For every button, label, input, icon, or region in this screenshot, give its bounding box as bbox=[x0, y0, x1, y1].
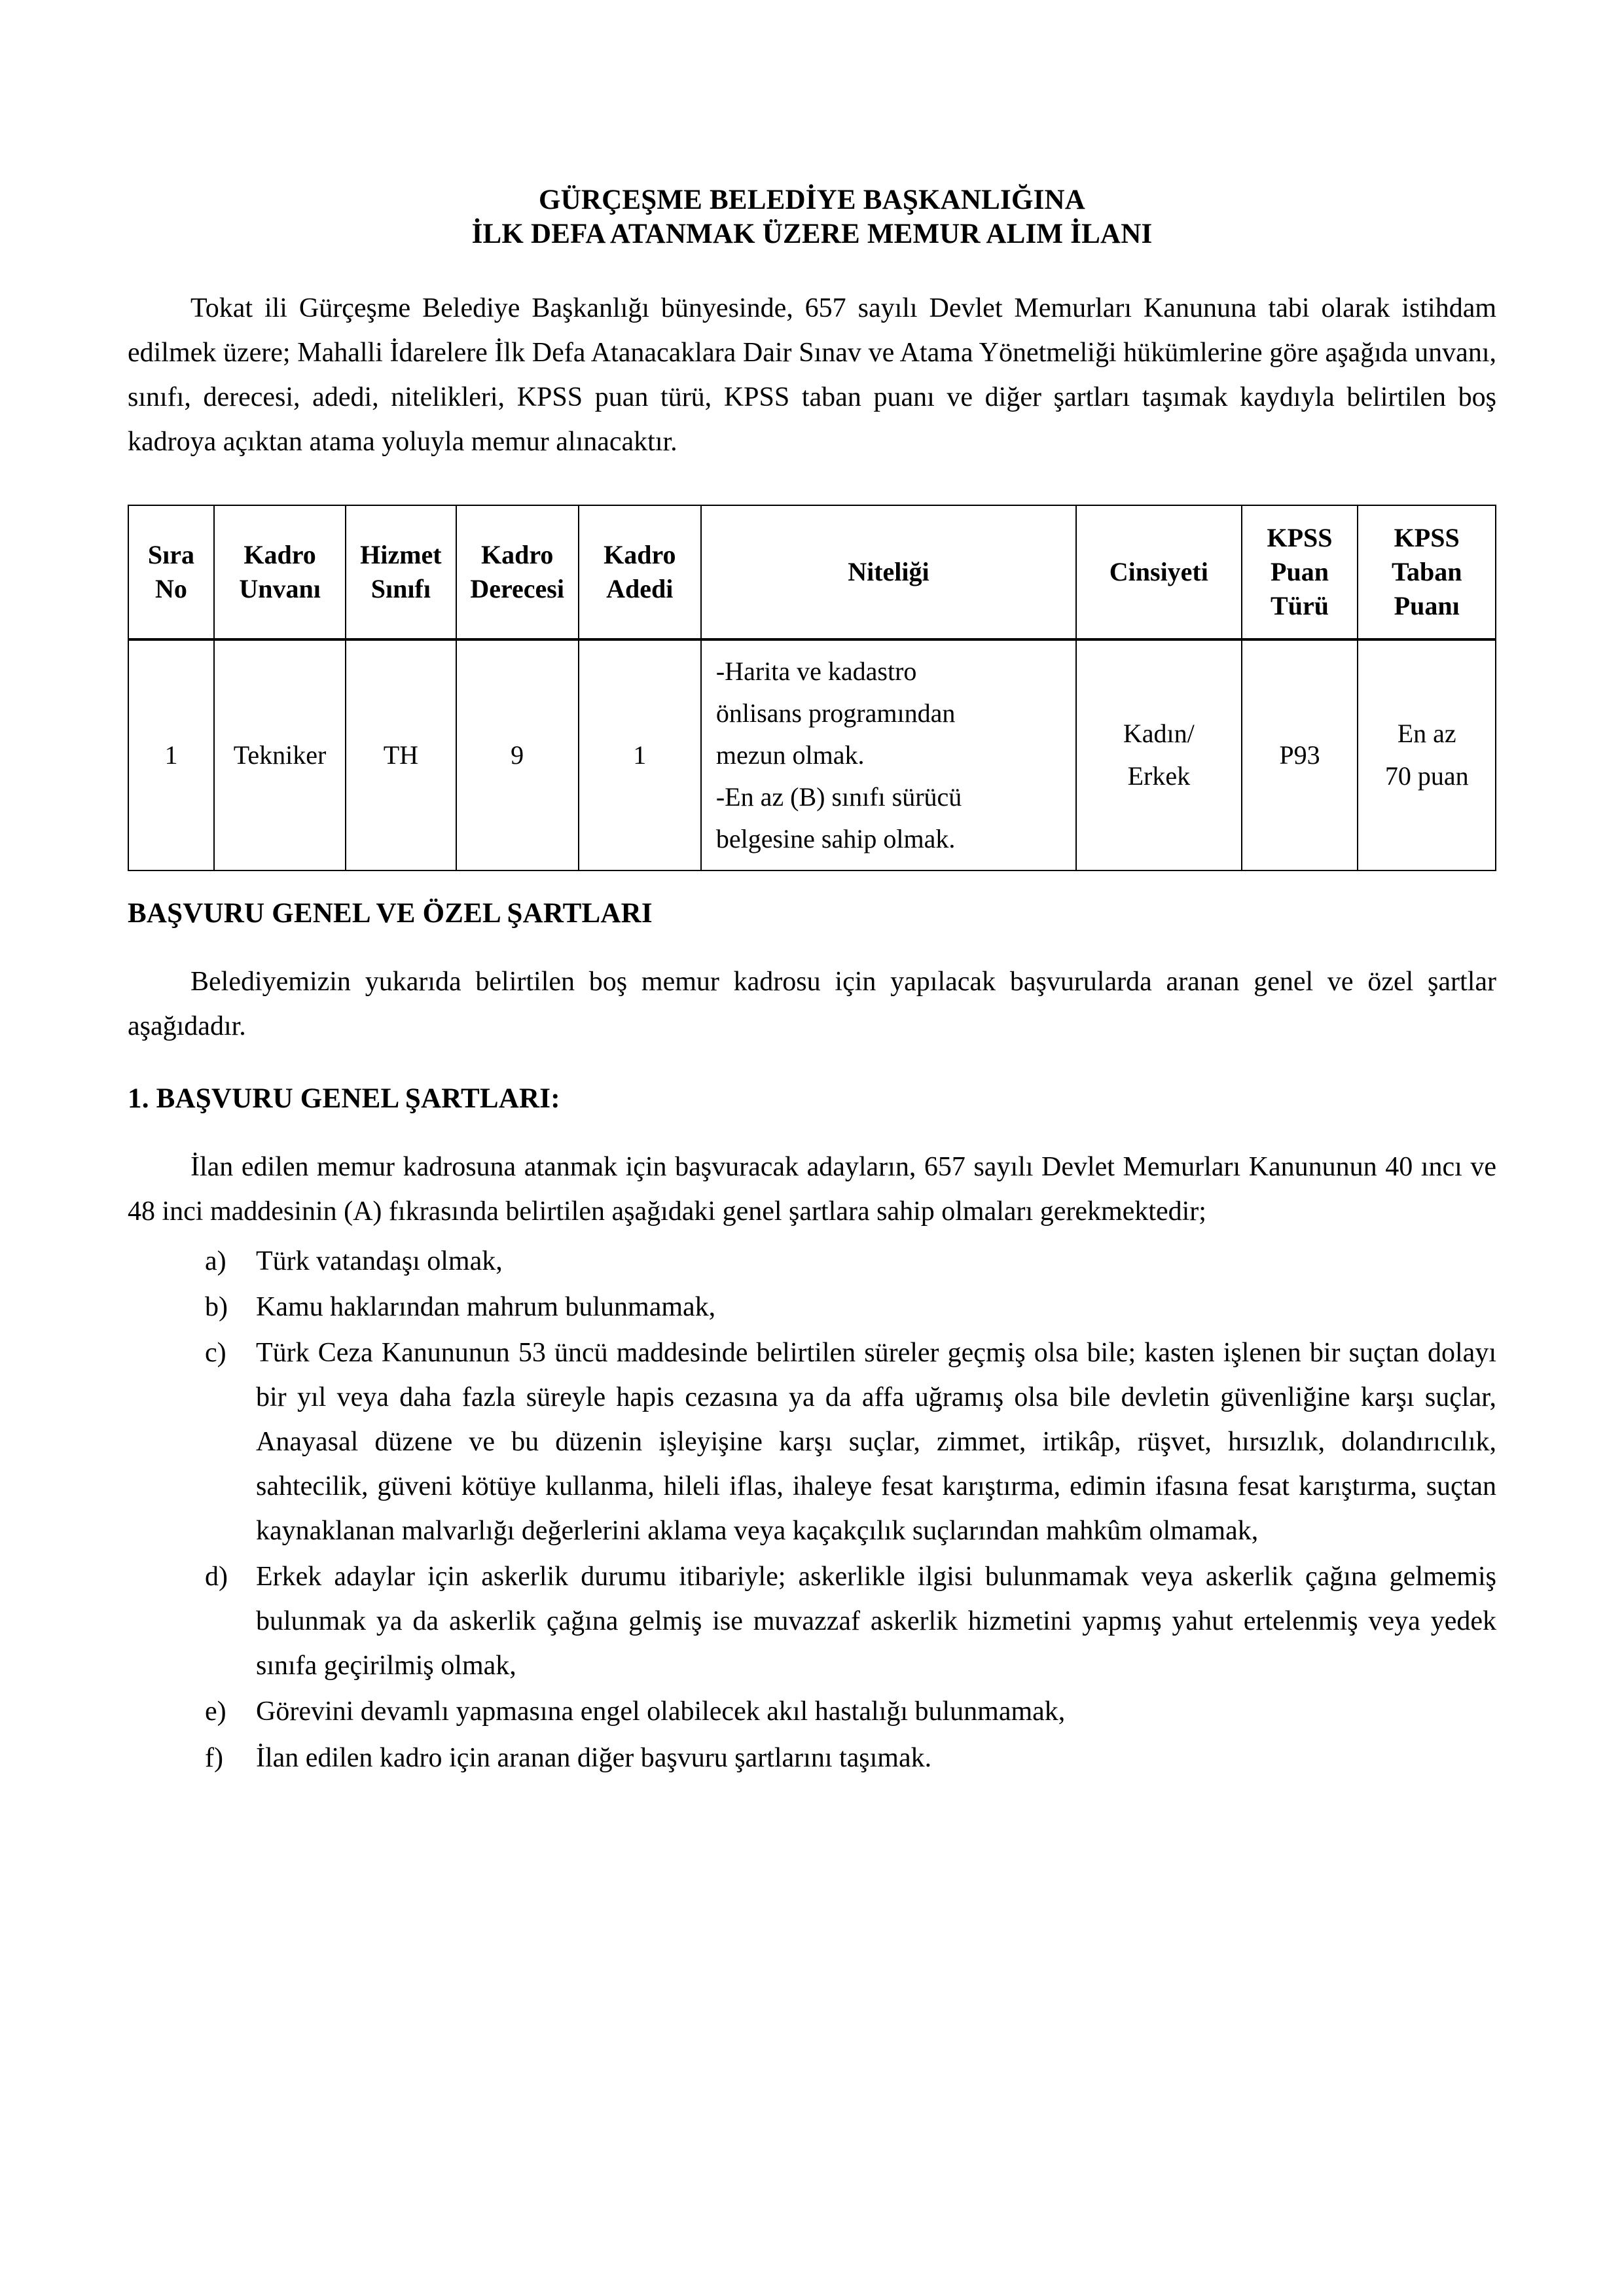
list-item-marker: d) bbox=[205, 1562, 228, 1592]
cell-niteligi-line3: mezun olmak. bbox=[715, 740, 865, 770]
cell-cinsiyeti-line1: Kadın/ bbox=[1123, 719, 1195, 749]
col-header-hizmet-sinifi-line1: Hizmet bbox=[360, 540, 442, 570]
table-header-row bbox=[128, 505, 1496, 639]
paragraph-ilan-edilen: İlan edilen memur kadrosuna atanmak için başvuracak adayların, 657 sayılı Devlet Memurları Kanununun 40 ıncı ve 48 inci maddesinin (A) fıkrasında belirtilen aşağıdaki genel şartlara sahip olmaları gerekmektedir; bbox=[128, 1152, 1496, 1227]
col-header-cinsiyeti-line1: Cinsiyeti bbox=[1109, 557, 1208, 587]
col-header-kadro-unvani-line1: Kadro bbox=[244, 540, 316, 570]
cell-kadro-adedi: 1 bbox=[579, 639, 701, 870]
table-row bbox=[128, 639, 1496, 870]
col-header-kpss-puan-turu-line2: Puan bbox=[1271, 557, 1329, 587]
list-item bbox=[205, 1331, 1496, 1553]
list-item-marker: a) bbox=[205, 1246, 226, 1277]
cell-kpss-taban-line1: En az bbox=[1397, 719, 1456, 749]
cell-niteligi-line1: -Harita ve kadastro bbox=[715, 656, 917, 687]
col-header-kpss-taban-puani-line1: KPSS bbox=[1394, 523, 1460, 553]
kadro-table-header bbox=[128, 505, 1496, 639]
col-header-kadro-unvani-line2: Unvanı bbox=[239, 574, 321, 604]
col-header-kadro-derecesi bbox=[456, 505, 579, 639]
list-item-text: Erkek adaylar için askerlik durumu itibariyle; askerlikle ilgisi bulunmamak veya askerlik çağına gelmemiş bulunmak ya da askerlik çağına gelmiş ise muvazzaf askerlik hizmetini yapmış yahut ertelenmiş veya yedek sınıfa geçirilmiş olmak, bbox=[256, 1562, 1496, 1681]
list-item bbox=[205, 1554, 1496, 1688]
list-item-text: Görevini devamlı yapmasına engel olabilecek akıl hastalığı bulunmamak, bbox=[256, 1696, 1066, 1727]
col-header-kpss-taban-puani-line3: Puanı bbox=[1394, 591, 1460, 621]
col-header-niteligi-line1: Niteliği bbox=[848, 557, 929, 587]
col-header-kadro-derecesi-line2: Derecesi bbox=[470, 574, 564, 604]
col-header-kpss-puan-turu-line1: KPSS bbox=[1267, 523, 1333, 553]
col-header-kadro-unvani bbox=[214, 505, 346, 639]
cell-kadro-unvani: Tekniker bbox=[214, 639, 346, 870]
kadro-table-body bbox=[128, 639, 1496, 870]
list-item bbox=[205, 1689, 1496, 1734]
title-line-2: İLK DEFA ATANMAK ÜZERE MEMUR ALIM İLANI bbox=[471, 219, 1153, 250]
list-item-text: İlan edilen kadro için aranan diğer başvuru şartlarını taşımak. bbox=[256, 1742, 932, 1773]
cell-kpss-taban-puani bbox=[1358, 639, 1496, 870]
intro-paragraph: Tokat ili Gürçeşme Belediye Başkanlığı bünyesinde, 657 sayılı Devlet Memurları Kanununa tabi olarak istihdam edilmek üzere; Mahalli İdarelere İlk Defa Atanacaklara Dair Sınav ve Atama Yönetmeliği hükümlerine göre aşağıda unvanı, sınıfı, derecesi, adedi, nitelikleri, KPSS puan türü, KPSS taban puanı ve diğer şartları taşımak kaydıyla belirtilen boş kadroya açıktan atama yoluyla memur alınacaktır. bbox=[128, 293, 1496, 457]
cell-niteligi-line5: belgesine sahip olmak. bbox=[715, 824, 956, 854]
col-header-niteligi bbox=[701, 505, 1076, 639]
list-item-text: Türk Ceza Kanununun 53 üncü maddesinde belirtilen süreler geçmiş olsa bile; kasten işlenen bir suçtan dolayı bir yıl veya daha fazla süreyle hapis cezasına ya da affa uğramış olsa bile devletin güvenliğine karşı suçlar, Anayasal düzene ve bu düzenin işleyişine karşı suçlar, zimmet, irtikâp, rüşvet, hırsızlık, dolandırıcılık, sahtecilik, güveni kötüye kullanma, hileli iflas, ihaleye fesat karıştırma, edimin ifasına fesat karıştırma, suçtan kaynaklanan malvarlığı değerlerini aklama veya kaçakçılık suçlarından mahkûm olmamak, bbox=[256, 1338, 1496, 1547]
col-header-kadro-adedi bbox=[579, 505, 701, 639]
cell-kadro-derecesi: 9 bbox=[456, 639, 579, 870]
col-header-kadro-adedi-line2: Adedi bbox=[606, 574, 674, 604]
cell-kpss-taban-line2: 70 puan bbox=[1384, 761, 1469, 791]
col-header-cinsiyeti bbox=[1076, 505, 1242, 639]
cell-sira-no: 1 bbox=[128, 639, 214, 870]
cell-niteligi bbox=[701, 639, 1076, 870]
list-item-text: Kamu haklarından mahrum bulunmamak, bbox=[256, 1292, 716, 1323]
title-line-1: GÜRÇEŞME BELEDİYE BAŞKANLIĞINA bbox=[538, 185, 1086, 215]
list-item bbox=[205, 1239, 1496, 1283]
col-header-kpss-puan-turu bbox=[1242, 505, 1358, 639]
col-header-sira-no-line2: No bbox=[155, 574, 187, 604]
list-item-marker: c) bbox=[205, 1338, 226, 1369]
col-header-sira-no-line1: Sıra bbox=[147, 540, 195, 570]
section-heading-genel-sartlari: 1. BAŞVURU GENEL ŞARTLARI: bbox=[128, 1083, 560, 1115]
list-item-text: Türk vatandaşı olmak, bbox=[256, 1246, 503, 1277]
section-heading-basvuru: BAŞVURU GENEL VE ÖZEL ŞARTLARI bbox=[128, 898, 653, 929]
cell-cinsiyeti-line2: Erkek bbox=[1127, 761, 1191, 791]
kadro-table-container bbox=[128, 505, 1496, 871]
genel-sartlar-list bbox=[128, 1239, 1496, 1780]
col-header-hizmet-sinifi bbox=[346, 505, 456, 639]
col-header-hizmet-sinifi-line2: Sınıfı bbox=[370, 574, 431, 604]
cell-niteligi-line4: -En az (B) sınıfı sürücü bbox=[715, 782, 962, 812]
cell-cinsiyeti bbox=[1076, 639, 1242, 870]
list-item bbox=[205, 1736, 1496, 1780]
col-header-kpss-taban-puani-line2: Taban bbox=[1391, 557, 1462, 587]
col-header-kpss-taban-puani bbox=[1358, 505, 1496, 639]
list-item bbox=[205, 1285, 1496, 1329]
col-header-kadro-derecesi-line1: Kadro bbox=[480, 540, 554, 570]
paragraph-belediyemizin: Belediyemizin yukarıda belirtilen boş memur kadrosu için yapılacak başvurularda aranan genel ve özel şartlar aşağıdadır. bbox=[128, 967, 1496, 1042]
list-item-marker: e) bbox=[205, 1696, 226, 1727]
kadro-table bbox=[128, 505, 1496, 871]
cell-niteligi-line2: önlisans programından bbox=[715, 698, 956, 728]
col-header-kadro-adedi-line1: Kadro bbox=[604, 540, 676, 570]
document-title bbox=[128, 183, 1496, 252]
list-item-marker: b) bbox=[205, 1292, 228, 1323]
col-header-sira-no bbox=[128, 505, 214, 639]
cell-hizmet-sinifi: TH bbox=[346, 639, 456, 870]
cell-kpss-puan-turu: P93 bbox=[1242, 639, 1358, 870]
col-header-kpss-puan-turu-line3: Türü bbox=[1271, 591, 1329, 621]
list-item-marker: f) bbox=[205, 1742, 223, 1773]
